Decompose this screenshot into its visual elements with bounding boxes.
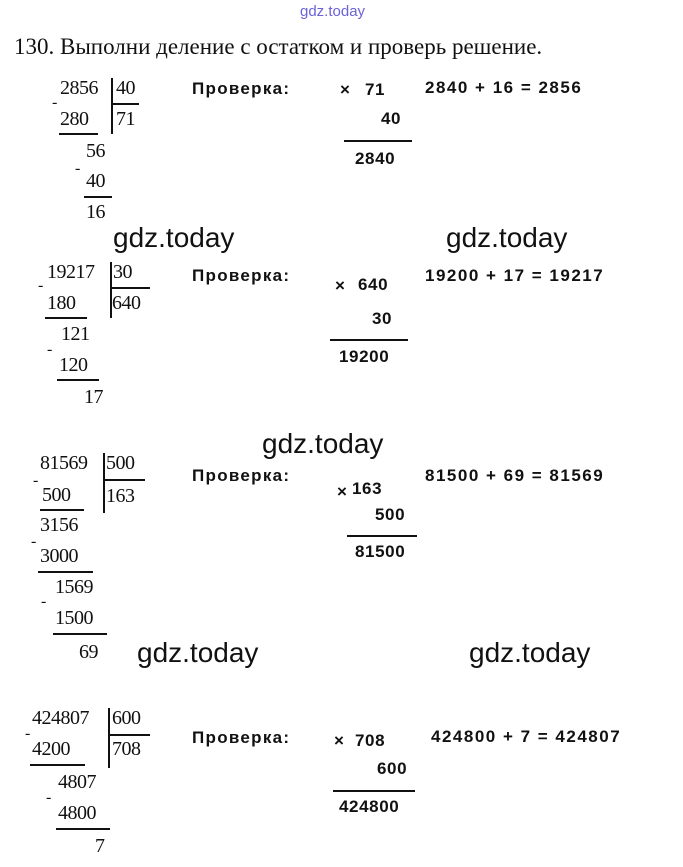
check-label: Проверка:	[192, 79, 291, 98]
underline	[45, 317, 87, 319]
subtrahend: 180	[47, 292, 76, 314]
check-label: Проверка:	[192, 266, 291, 285]
division-bracket-vertical	[103, 453, 105, 513]
division-bracket-horizontal	[108, 734, 150, 736]
underline	[38, 571, 93, 573]
multiply-sign: ×	[337, 482, 348, 501]
product: 19200	[339, 347, 390, 366]
division-bracket-horizontal	[103, 479, 145, 481]
subtrahend: 500	[42, 484, 71, 506]
divisor: 40	[116, 77, 135, 99]
dividend: 2856	[60, 77, 98, 99]
watermark: gdz.today	[137, 637, 259, 668]
subtrahend: 4200	[32, 738, 70, 760]
verification-equation: 19200 + 17 = 19217	[425, 266, 605, 285]
minus-sign: -	[38, 277, 44, 294]
division-bracket-horizontal	[110, 287, 150, 289]
factor-1: 640	[358, 275, 389, 294]
multiply-sign: ×	[335, 276, 346, 295]
partial-remainder: 121	[61, 323, 90, 345]
minus-sign: -	[46, 789, 52, 806]
underline	[84, 196, 112, 198]
watermark: gdz.today	[469, 637, 591, 668]
underline	[53, 633, 107, 635]
quotient: 71	[116, 108, 135, 130]
underline	[30, 764, 85, 766]
product: 2840	[355, 149, 396, 168]
factor-2: 500	[375, 505, 406, 524]
minus-sign: -	[52, 94, 58, 111]
product: 81500	[355, 542, 406, 561]
minus-sign: -	[25, 725, 31, 742]
verification-equation: 81500 + 69 = 81569	[425, 466, 605, 485]
subtrahend: 120	[59, 354, 88, 376]
watermark: gdz.today	[113, 222, 235, 253]
minus-sign: -	[75, 160, 81, 177]
remainder: 7	[95, 835, 105, 857]
minus-sign: -	[41, 593, 47, 610]
product: 424800	[339, 797, 400, 816]
division-bracket-vertical	[108, 708, 110, 768]
subtrahend: 4800	[58, 802, 96, 824]
factor-1: 71	[365, 80, 386, 99]
factor-1: 163	[352, 479, 383, 498]
quotient: 708	[112, 738, 141, 760]
exercise-title: 130. Выполни деление с остатком и проверь решение.	[14, 34, 543, 59]
subtrahend: 1500	[55, 607, 93, 629]
minus-sign: -	[33, 472, 39, 489]
subtrahend: 280	[60, 108, 89, 130]
multiplication-line	[330, 339, 408, 341]
underline	[56, 828, 110, 830]
watermark: gdz.today	[262, 428, 384, 459]
dividend: 424807	[32, 707, 89, 729]
partial-remainder: 4807	[58, 771, 96, 793]
dividend: 19217	[47, 261, 95, 283]
multiplication-line	[347, 535, 417, 537]
verification-equation: 2840 + 16 = 2856	[425, 78, 583, 97]
check-label: Проверка:	[192, 728, 291, 747]
minus-sign: -	[31, 533, 37, 550]
quotient: 640	[112, 292, 141, 314]
subtrahend: 3000	[40, 545, 78, 567]
minus-sign: -	[47, 341, 53, 358]
multiply-sign: ×	[340, 80, 351, 99]
underline	[59, 133, 98, 135]
multiply-sign: ×	[334, 731, 345, 750]
watermark: gdz.today	[446, 222, 568, 253]
check-label: Проверка:	[192, 466, 291, 485]
division-bracket-vertical	[111, 78, 113, 134]
multiplication-line	[333, 790, 415, 792]
multiplication-line	[344, 140, 412, 142]
divisor: 600	[112, 707, 141, 729]
factor-1: 708	[355, 731, 386, 750]
division-bracket-horizontal	[111, 103, 139, 105]
verification-equation: 424800 + 7 = 424807	[431, 727, 622, 746]
factor-2: 600	[377, 759, 408, 778]
partial-remainder: 3156	[40, 514, 78, 536]
underline	[57, 379, 99, 381]
divisor: 500	[106, 452, 135, 474]
factor-2: 30	[372, 309, 393, 328]
remainder: 17	[84, 386, 103, 408]
partial-remainder: 56	[86, 140, 105, 162]
partial-remainder: 1569	[55, 576, 93, 598]
underline	[40, 509, 84, 511]
quotient: 163	[106, 485, 135, 507]
remainder: 16	[86, 201, 105, 223]
dividend: 81569	[40, 452, 88, 474]
watermark-top: gdz.today	[300, 3, 366, 20]
remainder: 69	[79, 641, 98, 663]
subtrahend: 40	[86, 170, 105, 192]
divisor: 30	[113, 261, 132, 283]
factor-2: 40	[381, 109, 402, 128]
